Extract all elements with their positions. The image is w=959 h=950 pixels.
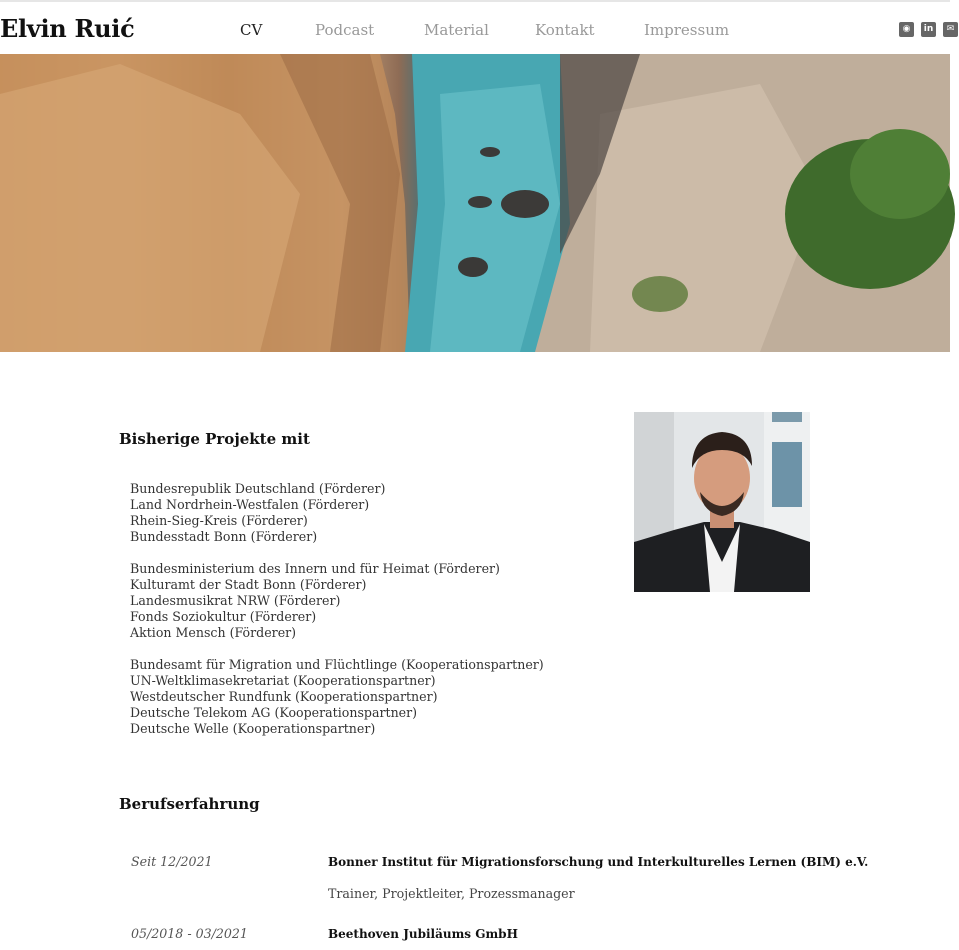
job-date: 05/2018 - 03/2021	[131, 926, 248, 941]
job-role: Trainer, Projektleiter, Prozessmanager	[328, 886, 575, 901]
canyon-illustration	[0, 54, 950, 352]
projects-list-funders-2	[130, 561, 500, 641]
mail-icon[interactable]: ✉	[943, 22, 958, 37]
project-list-item: Land Nordrhein-Westfalen (Förderer)	[130, 497, 370, 512]
social-links	[899, 22, 959, 40]
portrait-photo	[634, 412, 810, 592]
nav-item-kontakt[interactable]: Kontakt	[535, 21, 595, 39]
project-list-item: Bundesrepublik Deutschland (Förderer)	[130, 481, 386, 496]
linkedin-icon[interactable]: in	[921, 22, 936, 37]
nav-item-podcast[interactable]: Podcast	[315, 21, 375, 39]
project-list-item: Fonds Soziokultur (Förderer)	[130, 609, 317, 624]
project-list-item: Deutsche Welle (Kooperationspartner)	[130, 721, 376, 736]
job-organization: Beethoven Jubiläums GmbH	[328, 927, 518, 941]
site-header	[0, 2, 955, 54]
project-list-item: Deutsche Telekom AG (Kooperationspartner)	[130, 705, 418, 720]
job-date: Seit 12/2021	[131, 854, 213, 869]
project-list-item: Rhein-Sieg-Kreis (Förderer)	[130, 513, 308, 528]
main-nav	[0, 21, 950, 41]
project-list-item: Landesmusikrat NRW (Förderer)	[130, 593, 341, 608]
portrait-illustration	[634, 412, 810, 592]
hero-banner-image	[0, 54, 950, 352]
project-list-item: Bundesamt für Migration und Flüchtlinge (Kooperationspartner)	[130, 657, 544, 672]
projects-list-partners	[130, 657, 544, 737]
nav-item-cv[interactable]: CV	[240, 21, 263, 39]
job-organization: Bonner Institut für Migrationsforschung und Interkulturelles Lernen (BIM) e.V.	[328, 855, 869, 869]
nav-item-impressum[interactable]: Impressum	[644, 21, 730, 39]
experience-heading: Berufserfahrung	[119, 795, 260, 813]
github-icon[interactable]: ◉	[899, 22, 914, 37]
project-list-item: Kulturamt der Stadt Bonn (Förderer)	[130, 577, 367, 592]
projects-list-funders-1	[130, 481, 385, 545]
project-list-item: UN-Weltklimasekretariat (Kooperationspartner)	[130, 673, 436, 688]
project-list-item: Westdeutscher Rundfunk (Kooperationspartner)	[130, 689, 438, 704]
nav-item-material[interactable]: Material	[424, 21, 489, 39]
project-list-item: Bundesministerium des Innern und für Heimat (Förderer)	[130, 561, 500, 576]
project-list-item: Bundesstadt Bonn (Förderer)	[130, 529, 318, 544]
projects-heading: Bisherige Projekte mit	[119, 430, 310, 448]
project-list-item: Aktion Mensch (Förderer)	[130, 625, 297, 640]
site-brand[interactable]: Elvin Ruić	[0, 14, 135, 43]
